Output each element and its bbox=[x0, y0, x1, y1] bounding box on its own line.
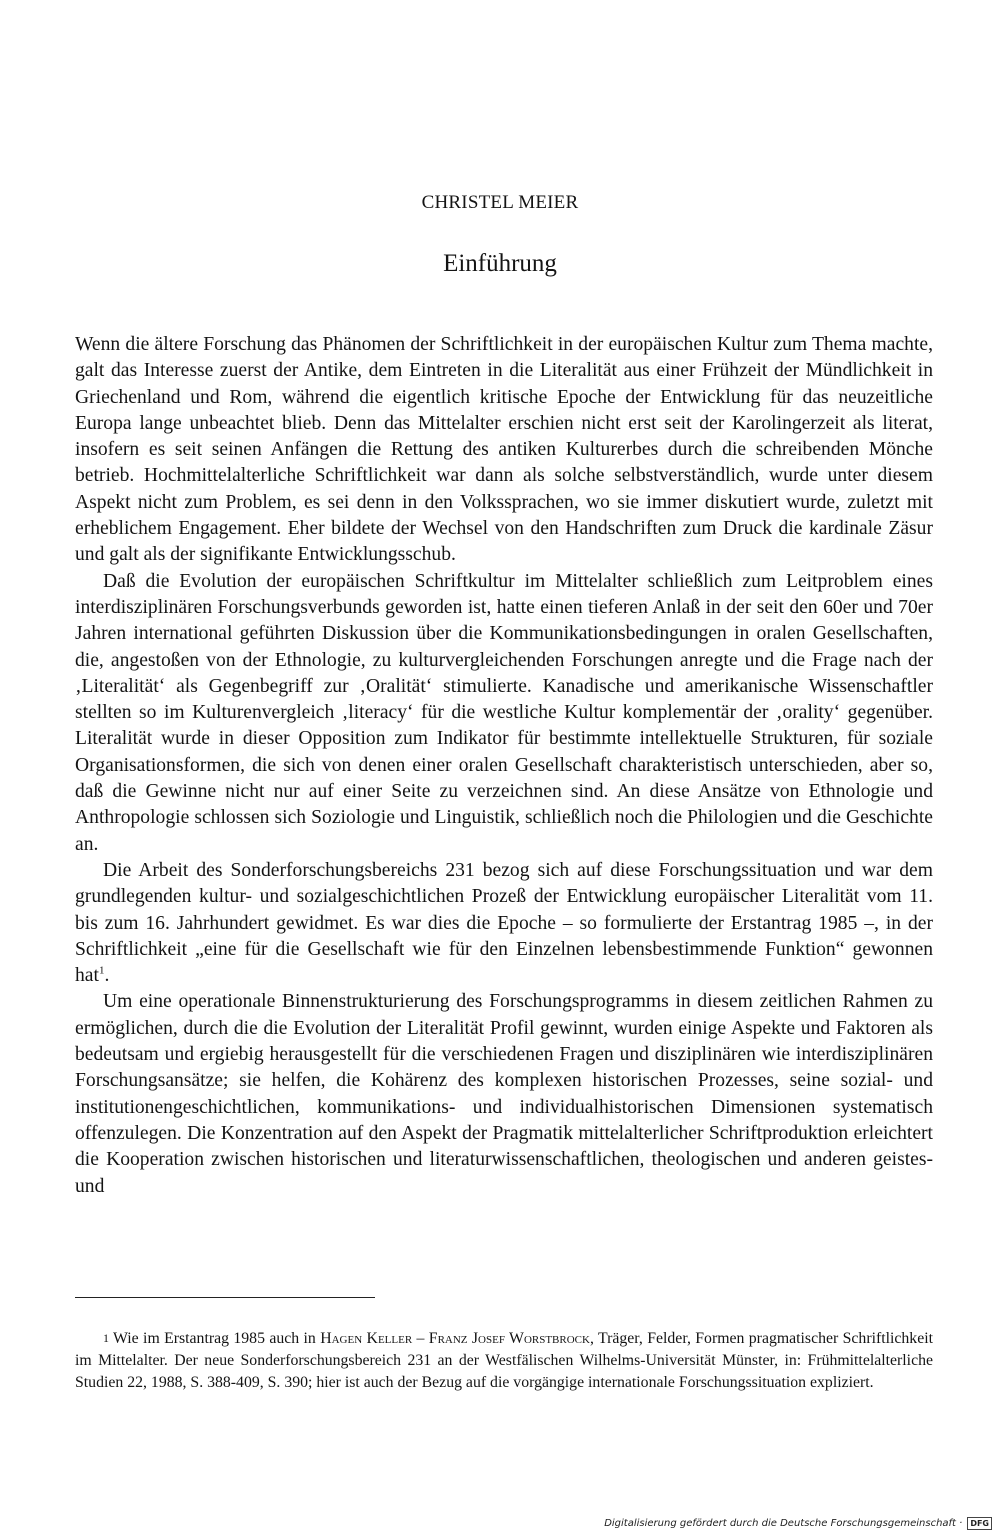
paragraph-1: Wenn die ältere Forschung das Phänomen der Schriftlichkeit in der europäischen Kultur zum Thema machte, galt das Interesse zuerst der Antike, dem Eintreten in die Literalität aus einer Frühzeit der Mündlichkeit in Griechenland und Rom, während die eigentlich kritische Epoche der Entwicklung für das neuzeitliche Europa lange unbeachtet blieb. Denn das Mittelalter erschien nicht erst seit der Karolingerzeit als literat, insofern es seit seinen Anfängen die Rettung des antiken Kulturerbes durch die schreibenden Mönche betrieb. Hochmittelalterliche Schriftlichkeit war dann als solche selbstverständlich, wurde unter diesem Aspekt nicht zum Problem, es sei denn in den Volkssprachen, wo sie immer diskutiert wurde, zuletzt mit erheblichem Engagement. Eher bildete der Wechsel von den Handschriften zum Druck die kardinale Zäsur und galt als der signifikante Entwicklungsschub. bbox=[75, 334, 933, 566]
footnote-separator: – bbox=[412, 1330, 429, 1347]
dfg-logo-icon: DFG bbox=[967, 1517, 992, 1530]
chapter-title: Einführung bbox=[443, 250, 557, 277]
footnote-1 bbox=[75, 1327, 933, 1394]
footnote-text-b: , Träger, Felder, Formen pragmatischer Schriftlichkeit im Mittelalter. Der neue Sonderforschungsbereich 231 an der Westfälischen Wilhelms-Universität Münster, in: Frühmittelalterliche Studien 22, 1988, S. 388-409, S. 390; hier ist auch der Bezug auf die vorgängige internationale Forschungssituation expliziert. bbox=[75, 1330, 933, 1391]
credit-text: Digitalisierung gefördert durch die Deutsche Forschungsgemeinschaft · bbox=[604, 1518, 963, 1529]
footnote-divider bbox=[75, 1297, 375, 1298]
footnote-reference[interactable]: 1 bbox=[98, 964, 105, 977]
footnote-author-2: Franz Josef Worstbrock bbox=[428, 1330, 590, 1347]
paragraph-4: Um eine operationale Binnenstrukturierung des Forschungsprogramms in diesem zeitlichen Rahmen zu ermöglichen, durch die die Evolution der Literalität Profil gewinnt, wurden einige Aspekte und Faktoren als bedeutsam und ergiebig herausgestellt für die verschiedenen Fragen und disziplinären wie interdisziplinären Forschungsansätze; sie helfen, die Kohärenz des komplexen historischen Prozesses, seine sozial- und institutionengeschichtlichen, kommunikations- und individualhistorischen Dimensionen systematisch offenzulegen. Die Konzentration auf den Aspekt der Pragmatik mittelalterlicher Schriftproduktion erleichtert die Kooperation zwischen historischen und literaturwissenschaftlichen, theologischen und anderen geistes- und bbox=[75, 991, 933, 1197]
paragraph-2: Daß die Evolution der europäischen Schriftkultur im Mittelalter schließlich zum Leitproblem eines interdisziplinären Forschungsverbunds geworden ist, hatte einen tieferen Anlaß in der seit den 60er und 70er Jahren international geführten Diskussion über die Kommunikationsbedingungen in oralen Gesellschaften, die, angestoßen von der Ethnologie, zu kulturvergleichenden Forschungen anregte und die Frage nach der ‚Literalität‘ als Gegenbegriff zur ‚Oralität‘ stimulierte. Kanadische und amerikanische Wissenschaftler stellten so im Kulturenvergleich ‚literacy‘ für die westliche Kultur komplementär der ‚orality‘ gegenüber. Literalität wurde in dieser Opposition zum Indikator für bestimmte intellektuelle Strukturen, für soziale Organisationsformen, die sich von denen einer oralen Gesellschaft charakteristisch unterschieden, aber so, daß die Gewinne nicht nur auf einer Seite zu verzeichnen sind. An diese Ansätze von Ethnologie und Anthropologie schlossen sich Soziologie und Linguistik, schließlich noch die Philologien und die Geschichte an. bbox=[75, 570, 933, 855]
footnote-author-1: Hagen Keller bbox=[320, 1330, 413, 1347]
footnote-text-a: Wie im Erstantrag 1985 auch in bbox=[113, 1330, 321, 1347]
author-name: CHRISTEL MEIER bbox=[421, 192, 579, 213]
paragraph-3-end: . bbox=[104, 965, 110, 987]
paragraph-3 bbox=[75, 858, 933, 989]
footnote-number: 1 bbox=[103, 1331, 109, 1345]
paragraph-3-text: Die Arbeit des Sonderforschungsbereichs 231 bezog sich auf diese Forschungssituation und war dem grundlegenden kultur- und sozialgeschichtlichen Prozeß der Entwicklung europäischer Literalität vom 11. bis zum 16. Jahrhundert gewidmet. Es war dies die Epoche – so formulierte der Erstantrag 1985 –, in der Schriftlichkeit „eine für die Gesellschaft wie für den Einzelnen lebensbestimmende Funktion“ gewonnen hat bbox=[75, 859, 933, 987]
digitization-credit bbox=[604, 1517, 992, 1530]
body-text bbox=[75, 332, 933, 1200]
